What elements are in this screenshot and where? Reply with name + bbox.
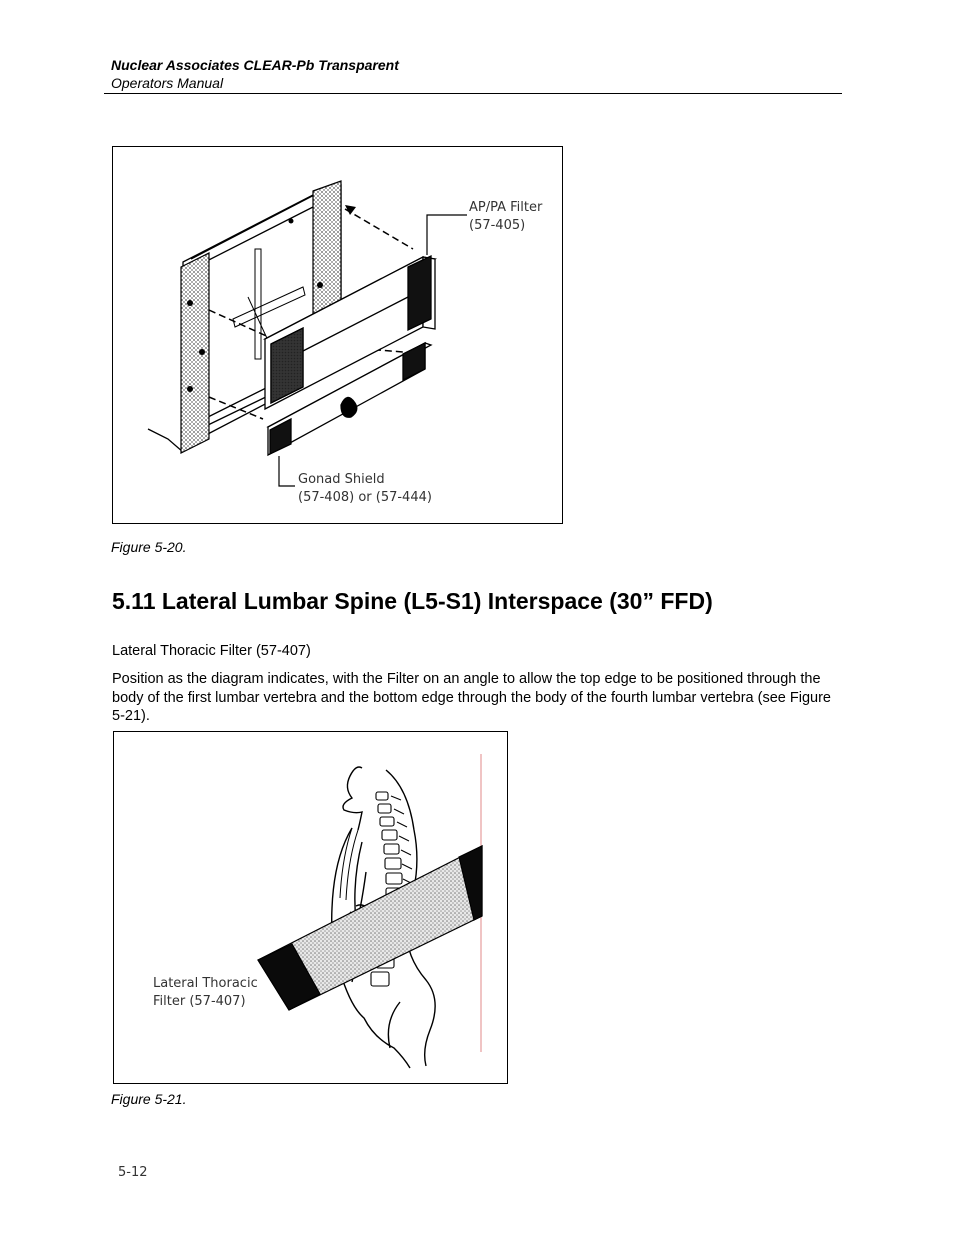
callout-line: Lateral Thoracic	[153, 976, 258, 991]
header-subtitle: Operators Manual	[111, 75, 224, 91]
callout-line: (57-408) or (57-444)	[298, 490, 432, 505]
section-heading: 5.11 Lateral Lumbar Spine (L5-S1) Interspace (30” FFD)	[112, 588, 713, 614]
callout-line: Gonad Shield	[298, 472, 385, 487]
figure-5-20-caption: Figure 5-20.	[111, 539, 187, 555]
figure-5-21	[113, 731, 508, 1084]
callout-line: AP/PA Filter	[469, 200, 543, 215]
figure-5-21-caption: Figure 5-21.	[111, 1091, 187, 1107]
header-title: Nuclear Associates CLEAR-Pb Transparent	[111, 57, 399, 73]
callout-gonad-shield	[298, 471, 432, 507]
page-number: 5-12	[118, 1165, 148, 1180]
filter-name-line: Lateral Thoracic Filter (57-407)	[112, 643, 311, 659]
callout-lateral-thoracic-filter	[153, 975, 258, 1011]
positioning-paragraph: Position as the diagram indicates, with the Filter on an angle to allow the top edge to be positioned through the body of the first lumbar vertebra and the bottom edge through the body of the fourth lumbar vertebra (see Figure 5-21).	[112, 671, 831, 724]
lateral-spine-illustration	[114, 732, 507, 1083]
header-rule	[104, 93, 842, 94]
lateral-thoracic-filter	[258, 846, 482, 1010]
callout-ap-pa-filter	[469, 199, 542, 235]
callout-line: (57-405)	[469, 218, 526, 233]
figure-5-20	[112, 146, 563, 524]
callout-line: Filter (57-407)	[153, 994, 246, 1009]
